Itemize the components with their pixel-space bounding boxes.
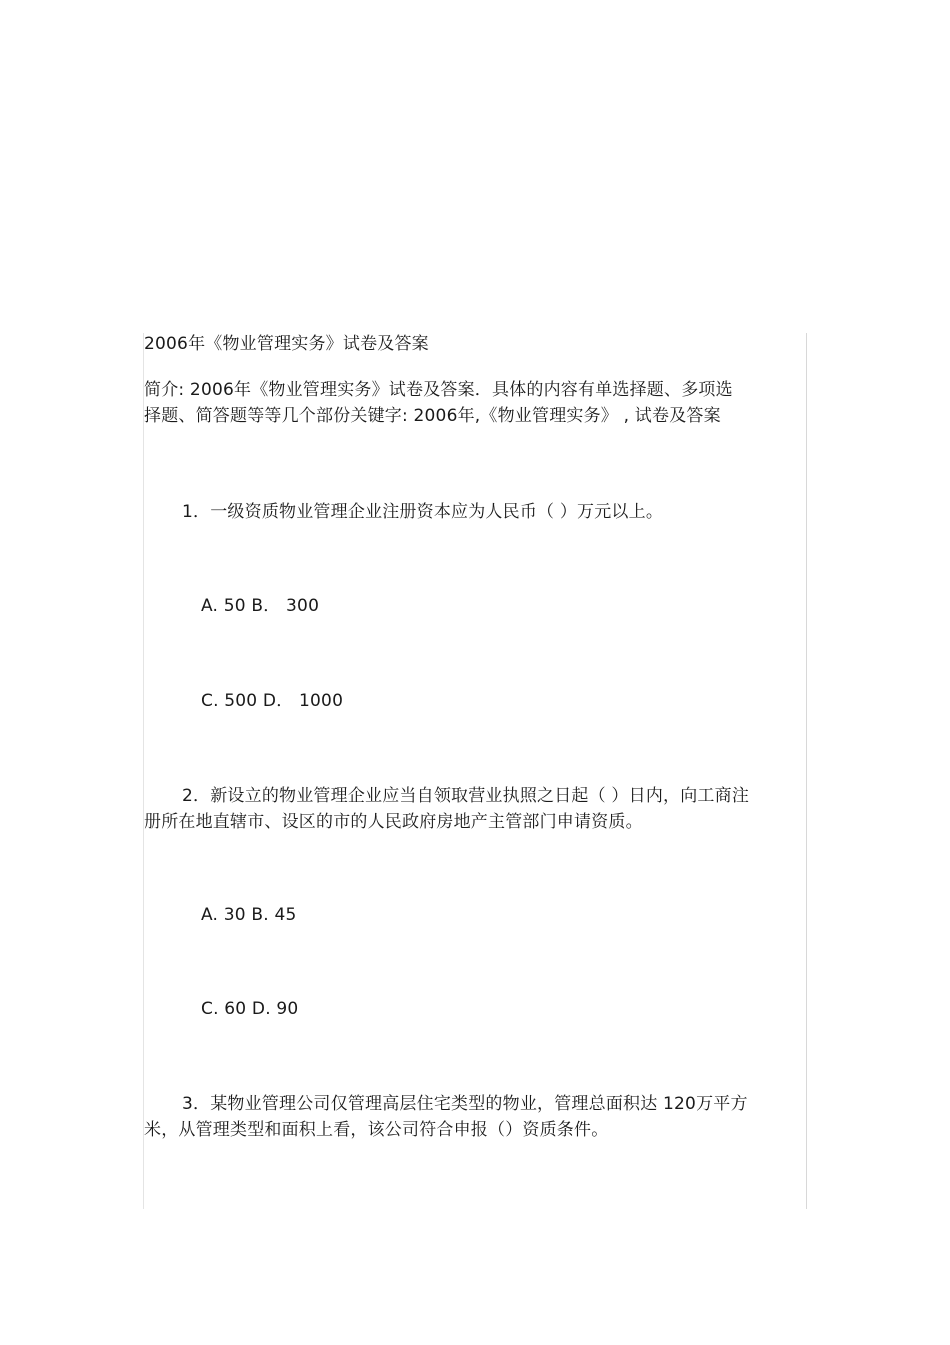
- intro-line-1: 简介: 2006年《物业管理实务》试卷及答案．具体的内容有单选择题、多项选: [144, 380, 733, 400]
- question-1-stem: 1．一级资质物业管理企业注册资本应为人民币（ ）万元以上。: [182, 502, 664, 522]
- question-1-options-ab: A. 50 B． 300: [201, 596, 320, 616]
- question-2-stem-line-1: 2．新设立的物业管理企业应当自领取营业执照之日起（ ）日内，向工商注: [182, 786, 750, 806]
- question-3-stem-line-2: 米，从管理类型和面积上看，该公司符合申报（）资质条件。: [144, 1120, 609, 1140]
- document-title: 2006年《物业管理实务》试卷及答案: [144, 334, 429, 354]
- intro-line-2: 择题、简答题等等几个部份关键字: 2006年,《物业管理实务》 , 试卷及答案: [144, 406, 721, 426]
- question-1-options-cd: C. 500 D． 1000: [201, 691, 344, 711]
- question-2-stem-line-2: 册所在地直辖市、设区的市的人民政府房地产主管部门申请资质。: [144, 812, 643, 832]
- page-border-right: [806, 333, 807, 1209]
- question-2-options-cd: C. 60 D. 90: [201, 999, 299, 1019]
- question-2-options-ab: A. 30 B. 45: [201, 905, 297, 925]
- document-page: [143, 333, 806, 1209]
- question-3-stem-line-1: 3．某物业管理公司仅管理高层住宅类型的物业，管理总面积达 120万平方: [182, 1094, 748, 1114]
